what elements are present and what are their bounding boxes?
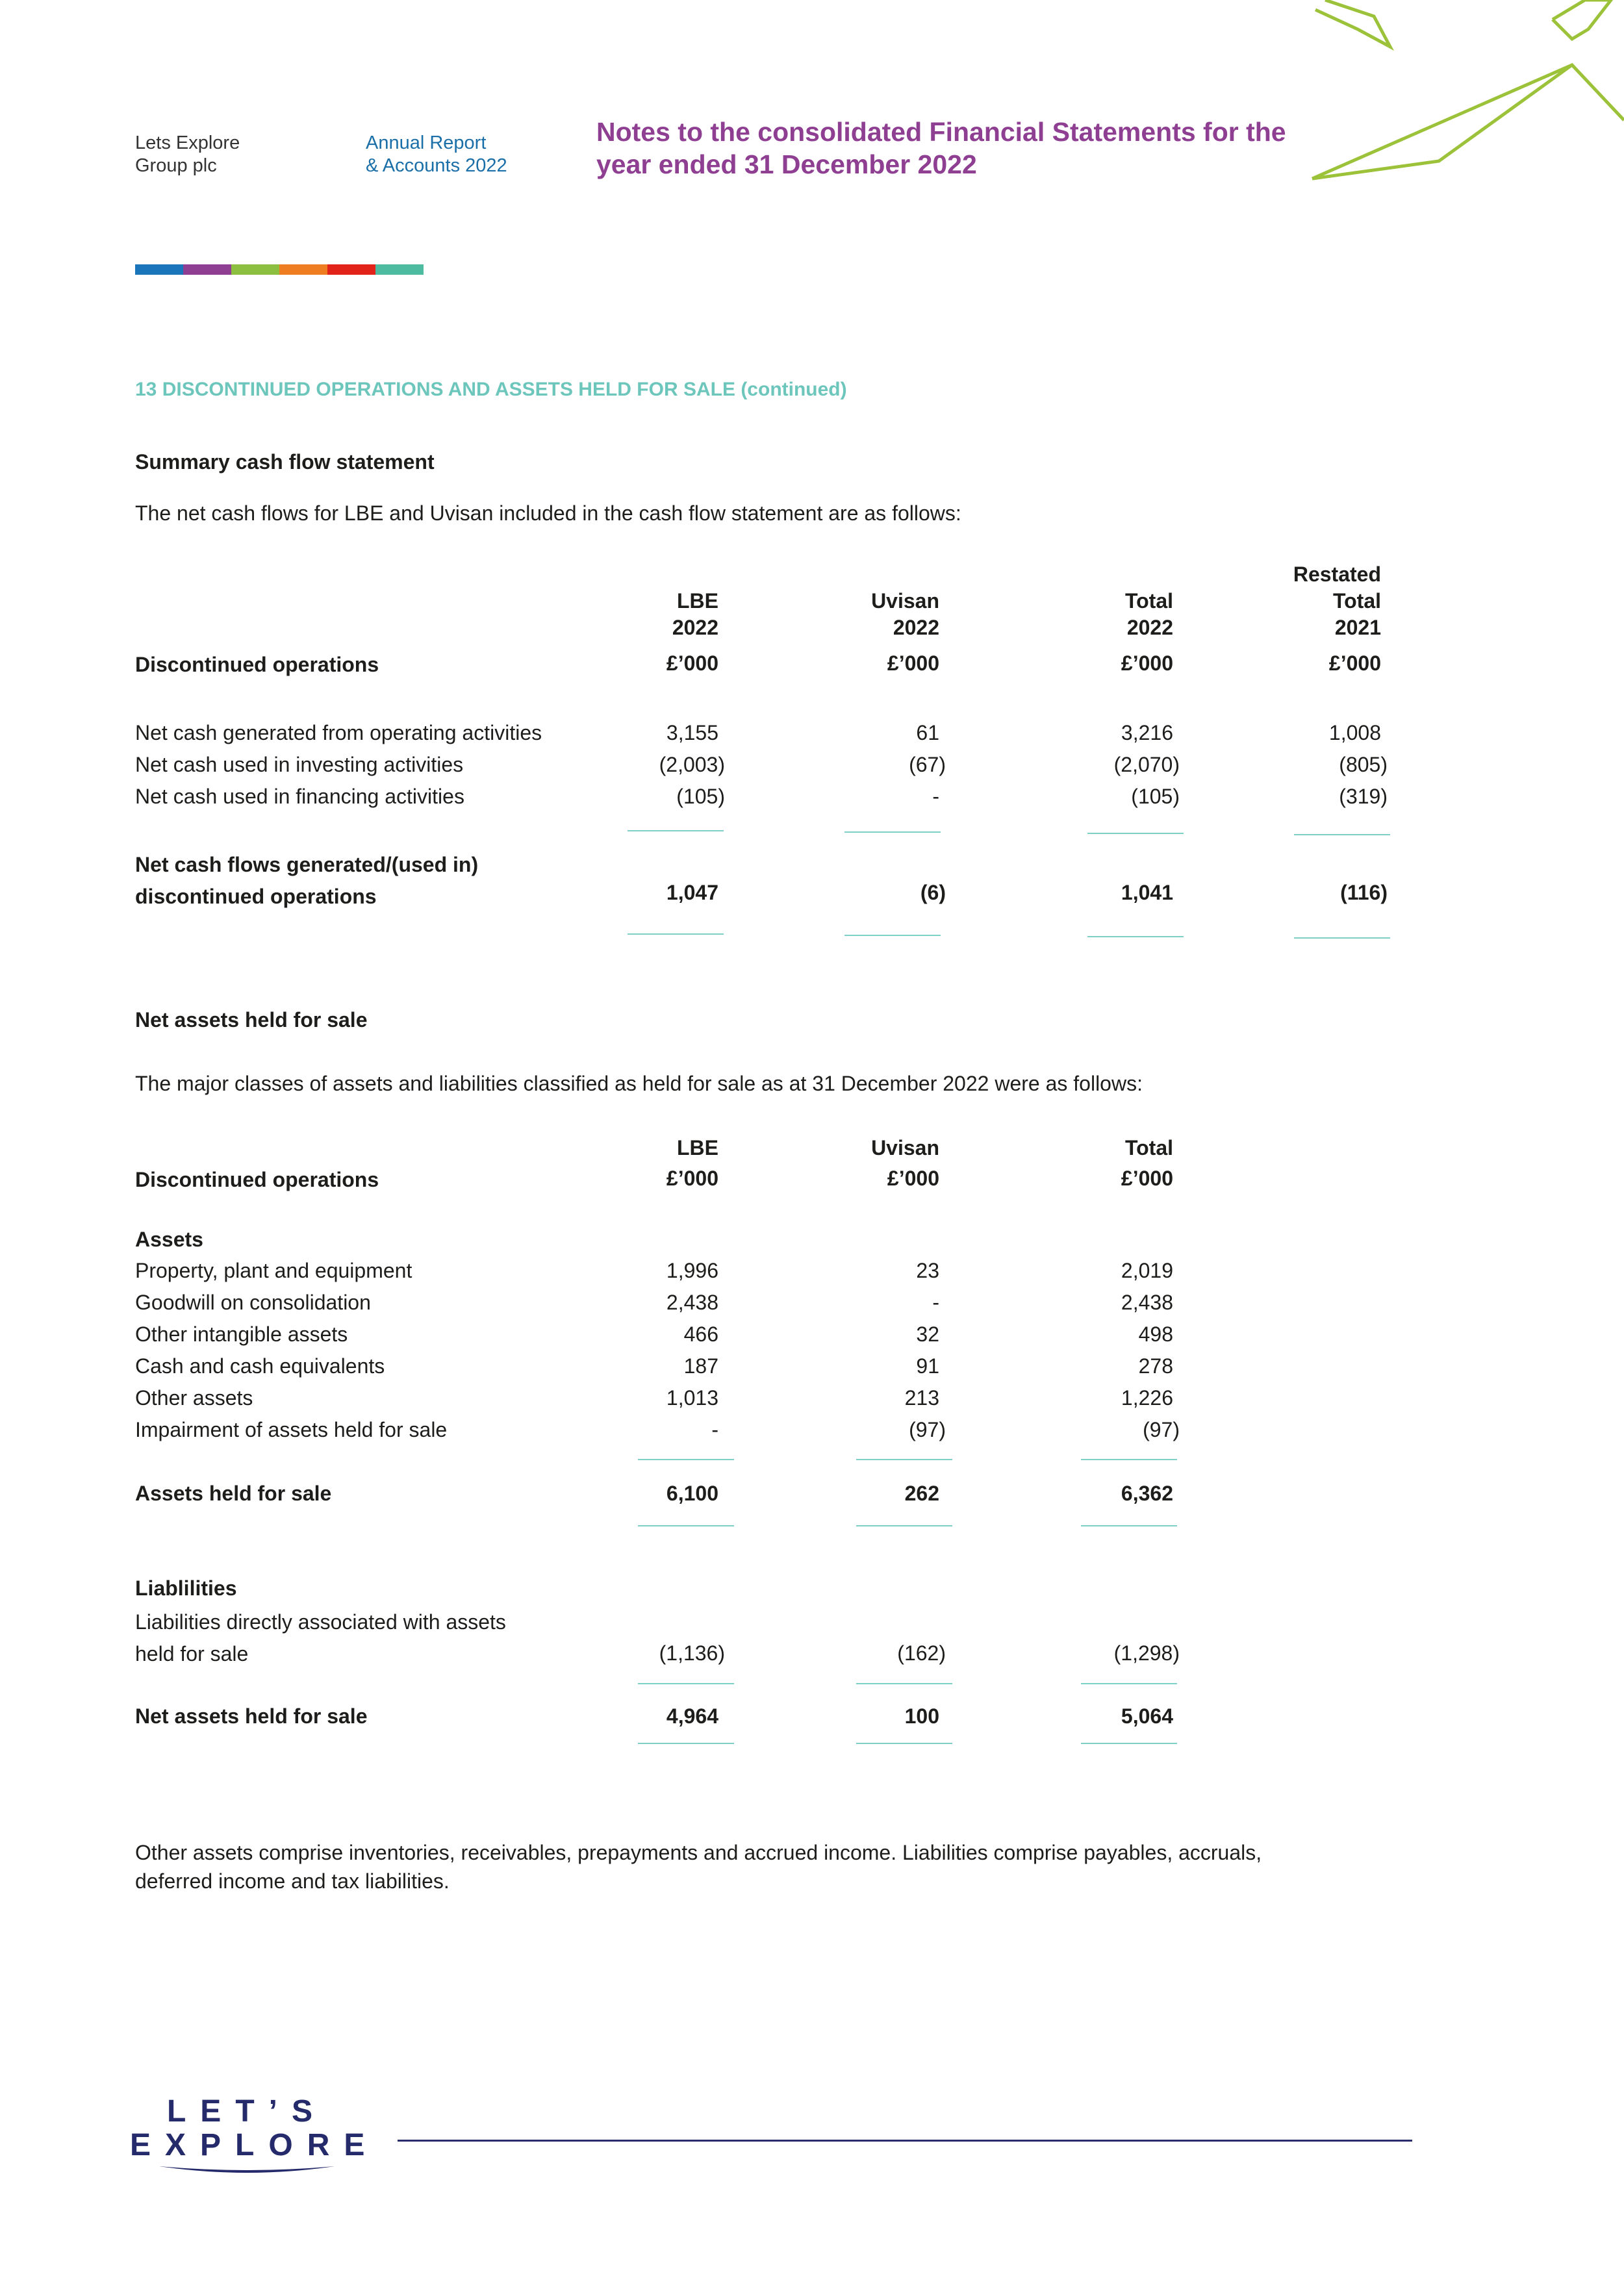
table-rule <box>1087 936 1184 937</box>
asset-cell: 466 <box>683 1323 718 1346</box>
table-rule <box>1294 937 1390 939</box>
asset-cell: (97) <box>909 1418 946 1441</box>
cf-cell: (2,070) <box>1113 753 1180 776</box>
hfs-heading: Net assets held for sale <box>135 1008 368 1031</box>
asset-cell: 2,438 <box>1121 1291 1173 1314</box>
net-assets-label: Net assets held for sale <box>135 1704 368 1728</box>
table-rule <box>628 933 724 935</box>
cashflow-heading: Summary cash flow statement <box>135 450 435 474</box>
logo-line1: LET’S <box>166 2094 327 2129</box>
liab-row-label-line2: held for sale <box>135 1642 249 1665</box>
cf-row-label: Net cash used in investing activities <box>135 753 464 776</box>
cf-col-year: 2022 <box>672 616 718 639</box>
asset-cell: 213 <box>904 1386 939 1410</box>
asset-cell: 91 <box>916 1354 939 1378</box>
hfs-col-header-uvisan <box>796 1135 939 1161</box>
cf-total-label <box>135 849 478 913</box>
cf-cell: (319) <box>1339 785 1388 808</box>
asset-row-label: Goodwill on consolidation <box>135 1291 371 1314</box>
cf-col-header-total <box>1030 588 1173 641</box>
cf-unit: £’000 <box>1121 652 1173 675</box>
liab-cell: (162) <box>897 1641 946 1665</box>
liab-row-label-line1: Liabilities directly associated with assets <box>135 1610 506 1634</box>
cf-col-year: 2022 <box>893 616 939 639</box>
table-rule <box>1081 1743 1177 1744</box>
page-title-line1: Notes to the consolidated Financial Statements for the <box>596 117 1286 147</box>
cf-col-name: LBE <box>677 589 718 613</box>
logo-line2: EXPLORE <box>130 2128 379 2162</box>
hfs-unit: £’000 <box>887 1167 939 1190</box>
asset-cell: 1,996 <box>666 1259 718 1282</box>
table-rule <box>638 1683 734 1684</box>
cf-col-name: Uvisan <box>871 589 939 613</box>
cf-cell: - <box>932 785 939 808</box>
report-name <box>366 132 507 177</box>
table-rule <box>638 1459 734 1460</box>
asset-cell: 23 <box>916 1259 939 1282</box>
asset-cell: 32 <box>916 1323 939 1346</box>
logo-swoosh <box>130 2162 364 2182</box>
asset-cell: - <box>711 1418 718 1441</box>
cf-total-label-line1: Net cash flows generated/(used in) <box>135 853 479 876</box>
table-rule <box>638 1743 734 1744</box>
cf-cell: (805) <box>1339 753 1388 776</box>
hfs-col-name: LBE <box>677 1136 718 1159</box>
cf-cell: 3,155 <box>666 721 718 744</box>
cf-unit: £’000 <box>887 652 939 675</box>
cf-col-header-restated <box>1238 561 1381 641</box>
cf-col-name: Total <box>1332 589 1381 613</box>
report-name-line1: Annual Report <box>366 133 487 153</box>
cf-col-name: Total <box>1124 589 1173 613</box>
liab-cell: (1,298) <box>1113 1641 1180 1665</box>
assets-total-cell: 6,100 <box>666 1482 718 1505</box>
cf-cell: (105) <box>1131 785 1180 808</box>
cf-cell: (2,003) <box>659 753 725 776</box>
cf-cell: (67) <box>909 753 946 776</box>
color-bar <box>135 264 424 275</box>
hfs-col-header-total <box>1030 1135 1173 1161</box>
cf-cell: 1,008 <box>1328 721 1381 744</box>
asset-cell: 278 <box>1138 1354 1173 1378</box>
cf-total-cell: (6) <box>920 881 946 904</box>
cf-col-header-lbe <box>576 588 718 641</box>
hfs-col-name: Uvisan <box>871 1136 939 1159</box>
table-rule <box>844 831 941 833</box>
hfs-unit: £’000 <box>1121 1167 1173 1190</box>
table-rule <box>1081 1525 1177 1526</box>
color-bar-segment <box>375 264 424 275</box>
corner-decoration <box>1299 0 1624 188</box>
liab-row-label <box>135 1606 506 1670</box>
asset-cell: 1,013 <box>666 1386 718 1410</box>
color-bar-segment <box>327 264 375 275</box>
table-rule <box>638 1525 734 1526</box>
cf-unit: £’000 <box>666 652 718 675</box>
cf-total-cell: (116) <box>1340 881 1388 904</box>
asset-cell: 498 <box>1138 1323 1173 1346</box>
cf-row-label: Net cash generated from operating activities <box>135 721 542 744</box>
company-name-line2: Group plc <box>135 155 217 176</box>
company-name <box>135 132 240 177</box>
net-assets-cell: 5,064 <box>1121 1704 1173 1728</box>
footnote-line1: Other assets comprise inventories, receivables, prepayments and accrued income. Liabilities comprise payables, accruals, <box>135 1841 1262 1864</box>
cf-col-top: Restated <box>1293 563 1381 586</box>
color-bar-segment <box>279 264 327 275</box>
net-assets-cell: 100 <box>904 1704 939 1728</box>
table-rule <box>856 1743 952 1744</box>
asset-row-label: Other assets <box>135 1386 253 1410</box>
cashflow-intro: The net cash flows for LBE and Uvisan included in the cash flow statement are as follows: <box>135 501 961 525</box>
liabilities-label: Liablilities <box>135 1576 237 1600</box>
cf-cell: (105) <box>676 785 725 808</box>
table-rule <box>856 1525 952 1526</box>
cf-cell: 61 <box>916 721 939 744</box>
table-rule <box>1087 833 1184 834</box>
asset-cell: - <box>932 1291 939 1314</box>
hfs-intro: The major classes of assets and liabilities classified as held for sale as at 31 December 2022 were as follows: <box>135 1072 1143 1095</box>
footnote <box>135 1838 1262 1895</box>
hfs-col-header-lbe <box>576 1135 718 1161</box>
cf-col-year: 2022 <box>1126 616 1173 639</box>
assets-label: Assets <box>135 1228 203 1251</box>
asset-row-label: Cash and cash equivalents <box>135 1354 385 1378</box>
table-rule <box>628 830 724 831</box>
cf-col-header-uvisan <box>796 588 939 641</box>
liab-cell: (1,136) <box>659 1641 725 1665</box>
asset-row-label: Other intangible assets <box>135 1323 348 1346</box>
table-rule <box>844 935 941 936</box>
table-rule <box>856 1683 952 1684</box>
table-rule <box>1081 1683 1177 1684</box>
cf-total-cell: 1,047 <box>666 881 718 904</box>
table-rule <box>1081 1459 1177 1460</box>
net-assets-cell: 4,964 <box>666 1704 718 1728</box>
color-bar-segment <box>135 264 183 275</box>
assets-total-cell: 6,362 <box>1121 1482 1173 1505</box>
asset-row-label: Property, plant and equipment <box>135 1259 412 1282</box>
assets-total-cell: 262 <box>904 1482 939 1505</box>
page-title <box>596 116 1311 181</box>
hfs-row-label: Discontinued operations <box>135 1168 379 1191</box>
color-bar-segment <box>231 264 279 275</box>
lets-explore-logo <box>130 2094 379 2182</box>
assets-total-label: Assets held for sale <box>135 1482 332 1505</box>
page-title-line2: year ended 31 December 2022 <box>596 149 977 179</box>
cf-total-cell: 1,041 <box>1121 881 1173 904</box>
section-title: 13 DISCONTINUED OPERATIONS AND ASSETS HELD FOR SALE (continued) <box>135 379 847 400</box>
report-name-line2: & Accounts 2022 <box>366 155 507 176</box>
table-rule <box>1294 834 1390 835</box>
company-name-line1: Lets Explore <box>135 133 240 153</box>
asset-cell: 2,438 <box>666 1291 718 1314</box>
table-rule <box>856 1459 952 1460</box>
asset-cell: 2,019 <box>1121 1259 1173 1282</box>
asset-cell: 1,226 <box>1121 1386 1173 1410</box>
asset-cell: (97) <box>1143 1418 1180 1441</box>
cf-cell: 3,216 <box>1121 721 1173 744</box>
cf-total-label-line2: discontinued operations <box>135 885 377 908</box>
asset-row-label: Impairment of assets held for sale <box>135 1418 448 1441</box>
cf-unit: £’000 <box>1328 652 1381 675</box>
hfs-unit: £’000 <box>666 1167 718 1190</box>
hfs-col-name: Total <box>1124 1136 1173 1159</box>
footer-rule <box>398 2140 1412 2142</box>
cf-row-label: Net cash used in financing activities <box>135 785 464 808</box>
cf-row-label: Discontinued operations <box>135 653 379 676</box>
footnote-line2: deferred income and tax liabilities. <box>135 1869 450 1893</box>
asset-cell: 187 <box>683 1354 718 1378</box>
color-bar-segment <box>183 264 231 275</box>
cf-col-year: 2021 <box>1334 616 1381 639</box>
